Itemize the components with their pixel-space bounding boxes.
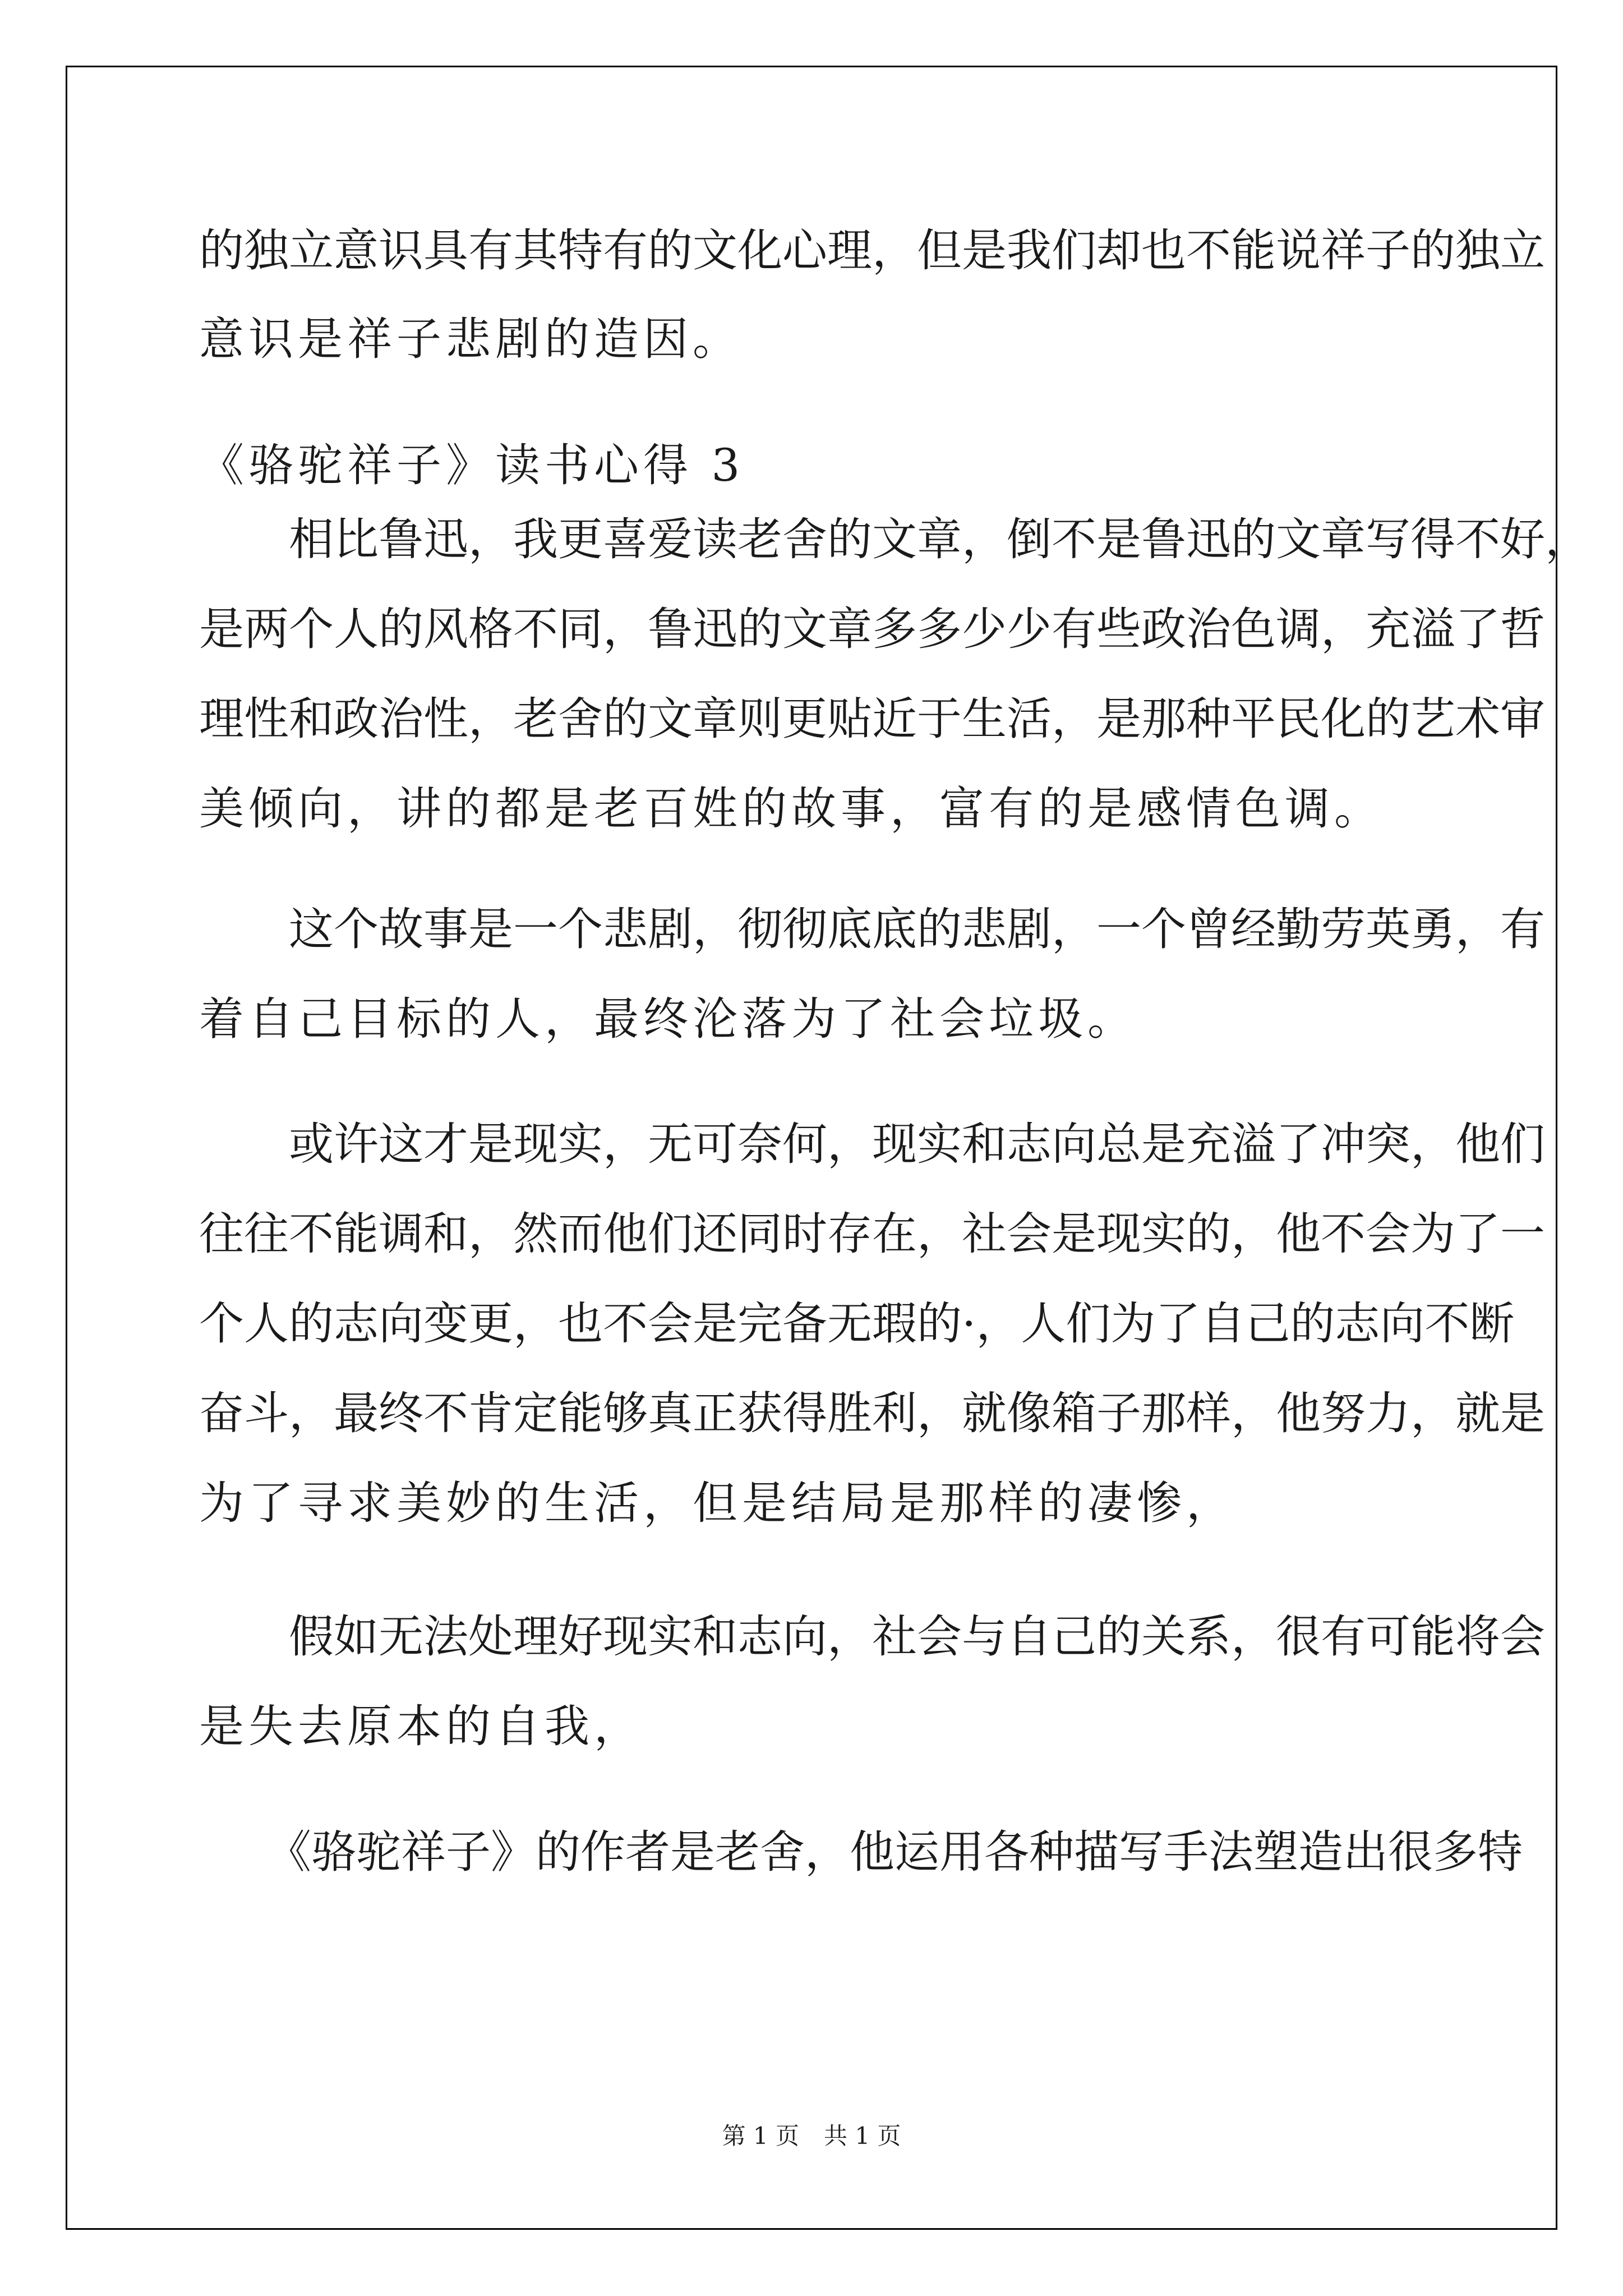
text-line-9: 着自己目标的人，最终沦落为了社会垃圾。 [199,993,1137,1045]
text-line-12: 个人的志向变更，也不会是完备无瑕的·，人们为了自己的志向不断 [199,1297,1515,1350]
page-number: 第 1 页 [722,2122,799,2150]
text-line-1: 的独立意识具有其特有的文化心理，但是我们却也不能说祥子的独立 [199,224,1545,277]
text-line-16: 是失去原本的自我， [199,1700,643,1752]
page-total: 共 1 页 [824,2122,901,2150]
page-footer [0,2124,1623,2148]
text-line-2: 意识是祥子悲剧的造因。 [199,313,742,365]
text-line-14: 为了寻求美妙的生活，但是结局是那样的凄惨， [199,1477,1235,1529]
section-heading: 《骆驼祥子》读书心得 3 [199,439,745,491]
text-line-7: 美倾向，讲的都是老百姓的故事，富有的是感情色调。 [199,783,1384,835]
text-line-5: 是两个人的风格不同，鲁迅的文章多多少少有些政治色调，充溢了哲 [199,603,1545,655]
text-line-4: 相比鲁迅，我更喜爱读老舍的文章，倒不是鲁迅的文章写得不好， [199,513,1590,565]
text-line-10: 或许这才是现实，无可奈何，现实和志向总是充溢了冲突，他们 [199,1118,1545,1170]
text-line-13: 奋斗，最终不肯定能够真正获得胜利，就像箱子那样，他努力，就是 [199,1387,1545,1439]
text-line-15: 假如无法处理好现实和志向，社会与自己的关系，很有可能将会 [199,1611,1545,1663]
text-line-17: 《骆驼祥子》的作者是老舍，他运用各种描写手法塑造出很多特 [199,1826,1523,1878]
text-line-8: 这个故事是一个悲剧，彻彻底底的悲剧，一个曾经勤劳英勇，有 [199,903,1545,955]
text-line-11: 往往不能调和，然而他们还同时存在，社会是现实的，他不会为了一 [199,1208,1545,1260]
text-line-6: 理性和政治性，老舍的文章则更贴近于生活，是那种平民化的艺术审 [199,693,1545,745]
